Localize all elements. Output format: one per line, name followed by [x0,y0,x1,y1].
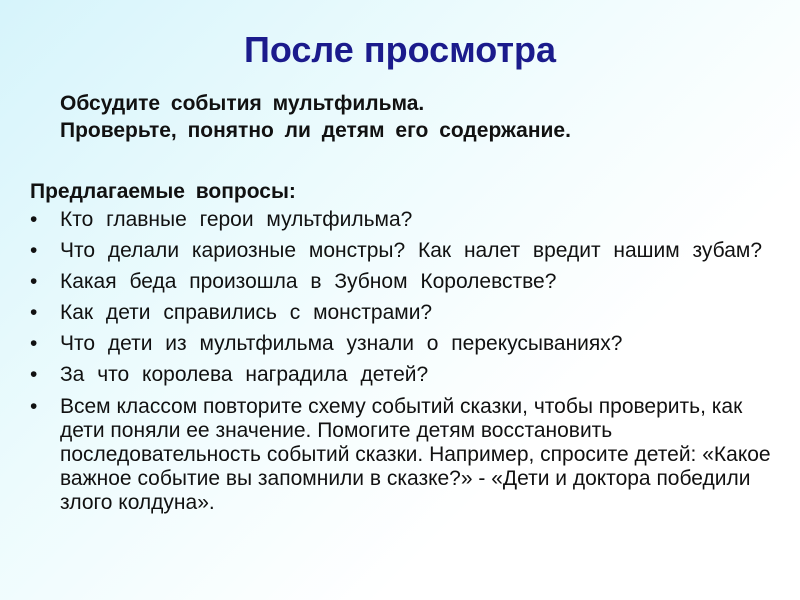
bullet-icon: • [30,332,38,355]
bullet-icon: • [30,270,38,293]
question-item [30,240,785,262]
question-item [30,209,785,231]
questions-list [30,209,785,524]
intro-line: Обсудите события мультфильма. [60,92,425,115]
question-text: Как дети справились с монстрами? [60,301,433,324]
bullet-icon: • [30,395,38,418]
slide-title: После просмотра [244,29,556,70]
bullet-icon: • [30,363,38,386]
question-text: Какая беда произошла в Зубном Королевстве? [60,270,557,293]
bullet-icon: • [30,239,38,262]
question-item [30,364,785,386]
question-text: Что дети из мультфильма узнали о перекусываниях? [60,332,623,355]
intro-text [60,90,780,144]
question-item [30,271,785,293]
intro-line: Проверьте, понятно ли детям его содержание. [60,119,571,142]
question-text: За что королева наградила детей? [60,363,429,386]
question-item [30,302,785,324]
bullet-icon: • [30,301,38,324]
question-text: Всем классом повторите схему событий сказки, чтобы проверить, как дети поняли ее значение. Помогите детям восстановить последовательность событий сказки. Например, спросите детей: «Какое важное событие вы запомнили в сказке?» - «Дети и доктора победили злого колдуна». [60,395,771,514]
bullet-icon: • [30,208,38,231]
question-item [30,333,785,355]
questions-heading: Предлагаемые вопросы: [30,180,296,203]
question-text: Что делали кариозные монстры? Как налет вредит нашим зубам? [60,239,762,262]
question-item [30,395,785,515]
question-text: Кто главные герои мультфильма? [60,208,413,231]
